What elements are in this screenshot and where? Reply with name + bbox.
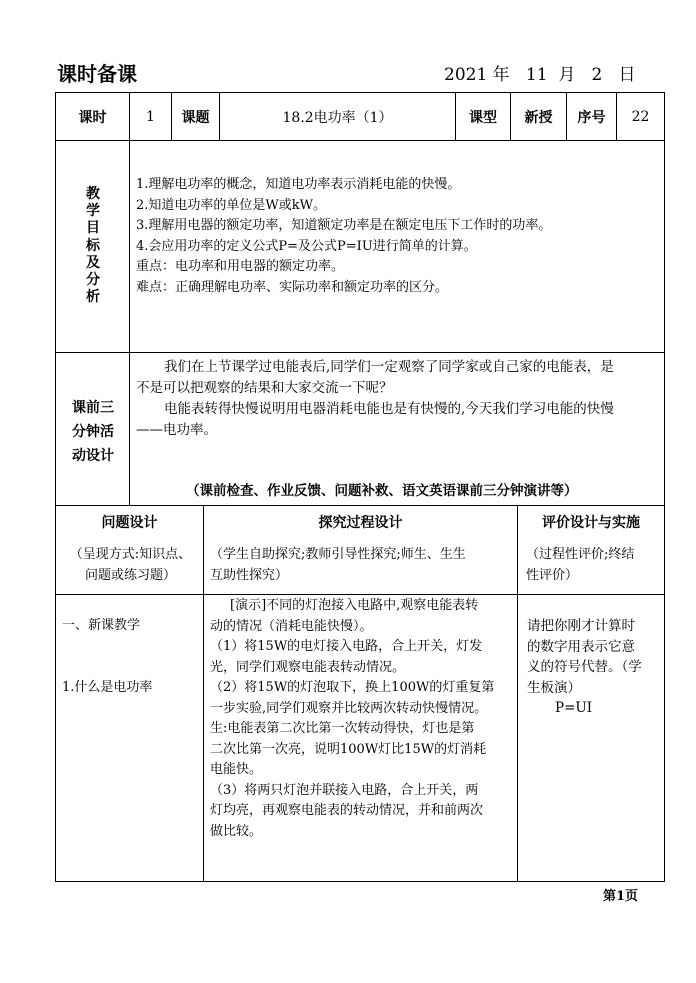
table-border-left xyxy=(55,92,56,882)
pre-class-text: 我们在上节课学过电能表后,同学们一定观察了同学家或自己家的电能表，是 不是可以把观察的结果和大家交流一下呢？ 电能表转得快慢说明用电器消耗电能也是有快慢的,今天我们学习电能的快慢 ——电功率。 xyxy=(136,359,614,438)
objectives-text: 1.理解电功率的概念，知道电功率表示消耗电能的快慢。 2.知道电功率的单位是W或kW。 3.理解用电器的额定功率，知道额定功率是在额定电压下工作时的功率。 4.会应用功率的定义公式P=及公式P=IU进行简单的计算。 重点：电功率和用电器的额定功率。 难点：正确理解电功率、实际功率和额定功率的区分。 xyxy=(136,177,552,295)
topic-label: 课题 xyxy=(181,109,210,126)
seq-label: 序号 xyxy=(577,109,606,126)
page-number: 第1页 xyxy=(603,889,639,904)
table-border-right xyxy=(664,92,665,882)
row-divider xyxy=(55,505,665,506)
table-border-bottom xyxy=(55,881,665,882)
pre-class-note: （课前检查、作业反馈、问题补救、语文英语课前三分钟演讲等） xyxy=(186,483,578,499)
col-divider xyxy=(517,505,518,882)
col-sub-evaluation: （过程性评价;终结 性评价） xyxy=(526,547,635,583)
col-divider xyxy=(129,352,130,505)
row-divider xyxy=(55,140,665,141)
row-divider xyxy=(55,594,665,595)
col-header-process: 探究过程设计 xyxy=(318,515,403,531)
lesson-value: 1 xyxy=(146,108,155,125)
col-divider xyxy=(203,505,204,882)
page-title: 课时备课 xyxy=(57,62,137,86)
lesson-label: 课时 xyxy=(78,109,107,126)
type-label: 课型 xyxy=(469,109,497,126)
date-text: 2021 年 11 月 2 日 xyxy=(444,65,636,85)
content-evaluation: 请把你刚才计算时 的数字用表示它意 义的符号代替。（学 生板演） P=UI xyxy=(527,618,642,716)
col-header-evaluation: 评价设计与实施 xyxy=(542,515,640,531)
content-question-1: 一、新课教学 xyxy=(62,618,141,633)
content-process: [演示]不同的灯泡接入电路中,观察电能表转 动的情况（消耗电能快慢）。 （1）将15W的电灯接入电路，合上开关，灯发 光，同学们观察电能表转动情况。 （2）将15W的灯泡取下，换上100W的灯重复第 一步实验,同学们观察并比较两次转动快慢情况。 生:电能表第二次比第一次转动得快，灯也是第 二次比第一次亮，说明100W灯比15W的灯消耗 电能快。 （3）将两只灯泡并联接入电路，合上开关，两 灯均亮，再观察电能表的转动情况，并和前两次 做比较。 xyxy=(210,598,495,839)
seq-value: 22 xyxy=(631,108,650,125)
row-divider xyxy=(55,352,665,353)
col-sub-process: （学生自助探究;教师引导性探究;师生、生生 互助性探究） xyxy=(210,547,466,583)
col-sub-question: （呈现方式:知识点、 问题或练习题） xyxy=(69,547,192,583)
topic-value: 18.2电功率（1） xyxy=(282,109,393,126)
col-header-question: 问题设计 xyxy=(101,515,158,531)
content-question-2: 1.什么是电功率 xyxy=(62,680,153,695)
objectives-label: 教 学 目 标 及 分 析 xyxy=(86,186,100,306)
pre-class-label: 课前三 分钟活 动设计 xyxy=(72,400,114,464)
type-value: 新授 xyxy=(524,109,553,126)
